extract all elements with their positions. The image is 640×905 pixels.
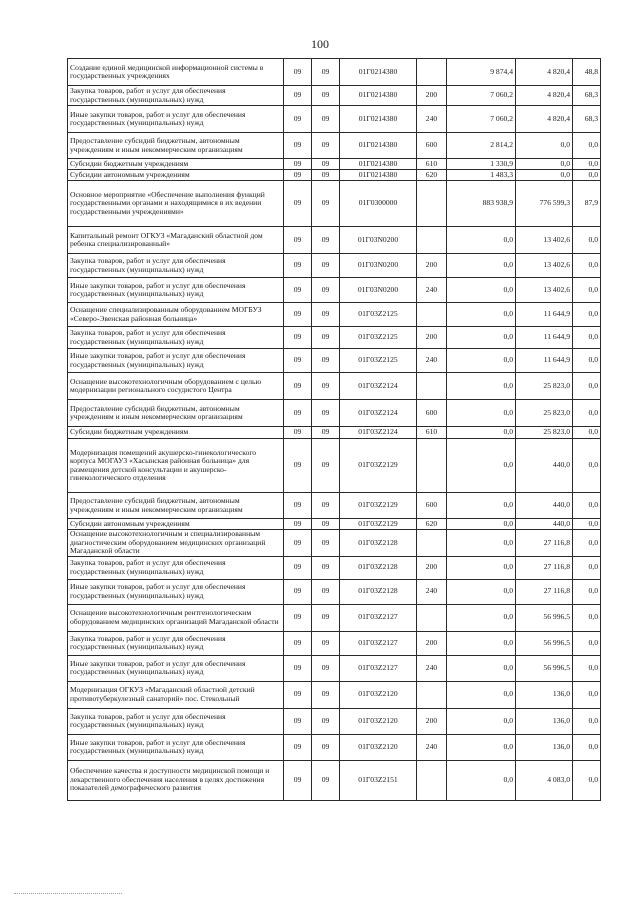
row-subsection-code: 09: [312, 708, 340, 734]
row-name: Закупка товаров, работ и услуг для обеспечения государственных (муниципальных) нужд: [68, 556, 284, 579]
row-target-article: 01Г0214380: [340, 159, 417, 170]
row-subsection-code: 09: [312, 106, 340, 133]
row-plan-amount: 0,0: [447, 631, 516, 655]
row-plan-amount: 0,0: [447, 278, 516, 303]
row-subsection-code: 09: [312, 227, 340, 254]
row-ministry-code: 09: [284, 493, 312, 519]
table-row: [68, 631, 601, 655]
row-plan-amount: 0,0: [447, 579, 516, 604]
table-row: [68, 734, 601, 760]
row-expense-type: [417, 227, 447, 254]
row-fact-amount: 27 116,8: [516, 556, 573, 579]
table-row: [68, 427, 601, 439]
row-target-article: 01Г0214380: [340, 106, 417, 133]
row-expense-type: 200: [417, 327, 447, 349]
row-ministry-code: 09: [284, 556, 312, 579]
row-name: Иные закупки товаров, работ и услуг для обеспечения государственных (муниципальных) нужд: [68, 734, 284, 760]
row-target-article: 01Г03Z2127: [340, 604, 417, 631]
table-body: [68, 59, 601, 801]
row-target-article: 01Г03Z2127: [340, 631, 417, 655]
row-percent: 0,0: [573, 579, 601, 604]
row-name: Обеспечение качества и доступности медицинской помощи и лекарственного обеспечения населения в целях достижения показателей демографического развития: [68, 760, 284, 800]
row-expense-type: 240: [417, 106, 447, 133]
row-name: Иные закупки товаров, работ и услуг для обеспечения государственных (муниципальных) нужд: [68, 278, 284, 303]
row-target-article: 01Г03N0200: [340, 227, 417, 254]
row-subsection-code: 09: [312, 86, 340, 106]
row-expense-type: 200: [417, 254, 447, 278]
row-fact-amount: 776 599,3: [516, 181, 573, 227]
row-plan-amount: 1 330,9: [447, 159, 516, 170]
row-fact-amount: 56 996,5: [516, 631, 573, 655]
page-number: 100: [311, 37, 329, 51]
row-percent: 0,0: [573, 631, 601, 655]
row-percent: 0,0: [573, 159, 601, 170]
row-plan-amount: 0,0: [447, 760, 516, 800]
row-subsection-code: 09: [312, 604, 340, 631]
row-subsection-code: 09: [312, 427, 340, 439]
row-percent: 48,8: [573, 59, 601, 86]
table-row: [68, 373, 601, 400]
row-subsection-code: 09: [312, 133, 340, 159]
row-name: Основное мероприятие «Обеспечение выполнения функций государственными органами и находящимися в их ведении государственными учреждениями»: [68, 181, 284, 227]
row-ministry-code: 09: [284, 579, 312, 604]
row-subsection-code: 09: [312, 254, 340, 278]
row-ministry-code: 09: [284, 760, 312, 800]
row-plan-amount: 0,0: [447, 530, 516, 557]
row-name: Предоставление субсидий бюджетным, автономным учреждениям и иным некоммерческим организациям: [68, 493, 284, 519]
row-name: Закупка товаров, работ и услуг для обеспечения государственных (муниципальных) нужд: [68, 708, 284, 734]
row-subsection-code: 09: [312, 349, 340, 373]
row-percent: 0,0: [573, 133, 601, 159]
row-target-article: 01Г03Z2151: [340, 760, 417, 800]
row-target-article: 01Г03Z2125: [340, 327, 417, 349]
row-subsection-code: 09: [312, 556, 340, 579]
row-ministry-code: 09: [284, 734, 312, 760]
row-fact-amount: 440,0: [516, 439, 573, 493]
row-name: Иные закупки товаров, работ и услуг для обеспечения государственных (муниципальных) нужд: [68, 655, 284, 681]
row-target-article: 01Г03Z2129: [340, 519, 417, 530]
row-expense-type: 240: [417, 349, 447, 373]
row-name: Закупка товаров, работ и услуг для обеспечения государственных (муниципальных) нужд: [68, 327, 284, 349]
row-plan-amount: 2 814,2: [447, 133, 516, 159]
row-target-article: 01Г03N0200: [340, 254, 417, 278]
table-row: [68, 519, 601, 530]
row-fact-amount: 25 823,0: [516, 427, 573, 439]
budget-table: [67, 58, 601, 801]
row-subsection-code: 09: [312, 278, 340, 303]
row-ministry-code: 09: [284, 439, 312, 493]
row-fact-amount: 440,0: [516, 519, 573, 530]
row-percent: 0,0: [573, 400, 601, 427]
table-row: [68, 579, 601, 604]
row-plan-amount: 0,0: [447, 708, 516, 734]
row-plan-amount: 0,0: [447, 439, 516, 493]
row-ministry-code: 09: [284, 133, 312, 159]
row-ministry-code: 09: [284, 278, 312, 303]
row-name: Предоставление субсидий бюджетным, автономным учреждениям и иным некоммерческим организациям: [68, 400, 284, 427]
row-plan-amount: 7 060,2: [447, 86, 516, 106]
table-row: [68, 170, 601, 181]
row-target-article: 01Г03Z2120: [340, 708, 417, 734]
row-plan-amount: 0,0: [447, 556, 516, 579]
row-ministry-code: 09: [284, 227, 312, 254]
table-row: [68, 708, 601, 734]
row-plan-amount: 0,0: [447, 655, 516, 681]
row-percent: 0,0: [573, 349, 601, 373]
row-expense-type: 600: [417, 400, 447, 427]
row-plan-amount: 0,0: [447, 227, 516, 254]
row-fact-amount: 13 402,6: [516, 227, 573, 254]
row-fact-amount: 13 402,6: [516, 254, 573, 278]
row-percent: 0,0: [573, 708, 601, 734]
row-name: Капитальный ремонт ОГКУЗ «Магаданский областной дом ребенка специализированный»: [68, 227, 284, 254]
row-expense-type: [417, 59, 447, 86]
row-expense-type: [417, 530, 447, 557]
row-plan-amount: 883 938,9: [447, 181, 516, 227]
row-target-article: 01Г0214380: [340, 86, 417, 106]
row-percent: 0,0: [573, 681, 601, 708]
row-target-article: 01Г03Z2128: [340, 579, 417, 604]
row-percent: 0,0: [573, 556, 601, 579]
row-expense-type: 620: [417, 170, 447, 181]
row-fact-amount: 56 996,5: [516, 655, 573, 681]
row-fact-amount: 136,0: [516, 708, 573, 734]
footer-mark: [14, 893, 122, 894]
row-fact-amount: 25 823,0: [516, 373, 573, 400]
row-name: Иные закупки товаров, работ и услуг для обеспечения государственных (муниципальных) нужд: [68, 349, 284, 373]
row-subsection-code: 09: [312, 170, 340, 181]
row-expense-type: [417, 373, 447, 400]
row-expense-type: 200: [417, 631, 447, 655]
row-target-article: 01Г03Z2129: [340, 493, 417, 519]
row-plan-amount: 0,0: [447, 373, 516, 400]
row-expense-type: [417, 181, 447, 227]
row-percent: 87,9: [573, 181, 601, 227]
row-subsection-code: 09: [312, 631, 340, 655]
row-subsection-code: 09: [312, 655, 340, 681]
row-fact-amount: 27 116,8: [516, 530, 573, 557]
row-target-article: 01Г0214380: [340, 170, 417, 181]
row-target-article: 01Г0214380: [340, 133, 417, 159]
row-ministry-code: 09: [284, 349, 312, 373]
row-percent: 0,0: [573, 760, 601, 800]
row-plan-amount: 0,0: [447, 734, 516, 760]
row-ministry-code: 09: [284, 327, 312, 349]
row-fact-amount: 0,0: [516, 170, 573, 181]
row-subsection-code: 09: [312, 530, 340, 557]
row-fact-amount: 25 823,0: [516, 400, 573, 427]
row-percent: 0,0: [573, 734, 601, 760]
row-fact-amount: 4 083,0: [516, 760, 573, 800]
table-row: [68, 493, 601, 519]
table-row: [68, 439, 601, 493]
row-percent: 68,3: [573, 106, 601, 133]
row-subsection-code: 09: [312, 159, 340, 170]
row-plan-amount: 1 483,3: [447, 170, 516, 181]
row-name: Оснащение высокотехнологичным и специализированным диагностическим оборудованием медицинских организаций Магаданской области: [68, 530, 284, 557]
row-ministry-code: 09: [284, 655, 312, 681]
row-percent: 0,0: [573, 170, 601, 181]
row-fact-amount: 56 996,5: [516, 604, 573, 631]
row-percent: 0,0: [573, 373, 601, 400]
row-expense-type: 200: [417, 86, 447, 106]
row-ministry-code: 09: [284, 631, 312, 655]
row-fact-amount: 4 820,4: [516, 59, 573, 86]
row-subsection-code: 09: [312, 760, 340, 800]
table-row: [68, 86, 601, 106]
row-expense-type: 200: [417, 708, 447, 734]
row-percent: 0,0: [573, 604, 601, 631]
row-ministry-code: 09: [284, 530, 312, 557]
row-name: Закупка товаров, работ и услуг для обеспечения государственных (муниципальных) нужд: [68, 86, 284, 106]
row-name: Субсидии бюджетным учреждениям: [68, 159, 284, 170]
row-fact-amount: 440,0: [516, 493, 573, 519]
row-fact-amount: 4 820,4: [516, 86, 573, 106]
row-percent: 0,0: [573, 427, 601, 439]
table-row: [68, 400, 601, 427]
row-percent: 68,3: [573, 86, 601, 106]
row-target-article: 01Г03Z2124: [340, 373, 417, 400]
row-plan-amount: 0,0: [447, 604, 516, 631]
row-target-article: 01Г03Z2128: [340, 556, 417, 579]
row-target-article: 01Г0300000: [340, 181, 417, 227]
row-expense-type: [417, 681, 447, 708]
row-percent: 0,0: [573, 655, 601, 681]
row-name: Предоставление субсидий бюджетным, автономным учреждениям и иным некоммерческим организациям: [68, 133, 284, 159]
table-row: [68, 681, 601, 708]
row-expense-type: [417, 439, 447, 493]
row-name: Оснащение высокотехнологичным рентгенологическим оборудованием медицинских организаций Магаданской области: [68, 604, 284, 631]
row-subsection-code: 09: [312, 181, 340, 227]
row-ministry-code: 09: [284, 106, 312, 133]
table-row: [68, 278, 601, 303]
row-subsection-code: 09: [312, 373, 340, 400]
row-subsection-code: 09: [312, 439, 340, 493]
row-expense-type: 240: [417, 278, 447, 303]
row-ministry-code: 09: [284, 519, 312, 530]
row-fact-amount: 0,0: [516, 159, 573, 170]
row-fact-amount: 0,0: [516, 133, 573, 159]
row-percent: 0,0: [573, 254, 601, 278]
row-ministry-code: 09: [284, 303, 312, 327]
row-ministry-code: 09: [284, 400, 312, 427]
row-name: Субсидии автономным учреждениям: [68, 170, 284, 181]
row-subsection-code: 09: [312, 734, 340, 760]
row-fact-amount: 27 116,8: [516, 579, 573, 604]
row-plan-amount: 7 060,2: [447, 106, 516, 133]
row-ministry-code: 09: [284, 181, 312, 227]
table-row: [68, 327, 601, 349]
row-ministry-code: 09: [284, 604, 312, 631]
row-plan-amount: 0,0: [447, 400, 516, 427]
row-name: Закупка товаров, работ и услуг для обеспечения государственных (муниципальных) нужд: [68, 254, 284, 278]
row-expense-type: 240: [417, 579, 447, 604]
row-expense-type: 610: [417, 427, 447, 439]
table-row: [68, 227, 601, 254]
row-fact-amount: 4 820,4: [516, 106, 573, 133]
row-target-article: 01Г03Z2124: [340, 400, 417, 427]
row-expense-type: 600: [417, 133, 447, 159]
table-row: [68, 133, 601, 159]
row-expense-type: [417, 760, 447, 800]
table-row: [68, 655, 601, 681]
row-fact-amount: 13 402,6: [516, 278, 573, 303]
row-percent: 0,0: [573, 303, 601, 327]
table-row: [68, 604, 601, 631]
row-fact-amount: 136,0: [516, 734, 573, 760]
row-ministry-code: 09: [284, 708, 312, 734]
row-ministry-code: 09: [284, 159, 312, 170]
row-target-article: 01Г03Z2128: [340, 530, 417, 557]
row-subsection-code: 09: [312, 493, 340, 519]
row-ministry-code: 09: [284, 86, 312, 106]
row-percent: 0,0: [573, 439, 601, 493]
row-expense-type: [417, 604, 447, 631]
row-target-article: 01Г03Z2125: [340, 349, 417, 373]
row-subsection-code: 09: [312, 303, 340, 327]
row-expense-type: 200: [417, 556, 447, 579]
row-name: Создание единой медицинской информационной системы в государственных учреждениях: [68, 59, 284, 86]
row-ministry-code: 09: [284, 373, 312, 400]
row-name: Оснащение специализированным оборудованием МОГБУЗ «Северо-Эвенская районная больница»: [68, 303, 284, 327]
row-percent: 0,0: [573, 327, 601, 349]
table-row: [68, 106, 601, 133]
row-plan-amount: 0,0: [447, 681, 516, 708]
table-row: [68, 530, 601, 557]
table-row: [68, 59, 601, 86]
row-plan-amount: 0,0: [447, 519, 516, 530]
row-name: Оснащение высокотехнологичным оборудованием с целью модернизации регионального сосудистого Центра: [68, 373, 284, 400]
row-target-article: 01Г03N0200: [340, 278, 417, 303]
row-percent: 0,0: [573, 519, 601, 530]
row-name: Субсидии автономным учреждениям: [68, 519, 284, 530]
table-row: [68, 254, 601, 278]
row-percent: 0,0: [573, 227, 601, 254]
row-ministry-code: 09: [284, 59, 312, 86]
row-name: Закупка товаров, работ и услуг для обеспечения государственных (муниципальных) нужд: [68, 631, 284, 655]
row-target-article: 01Г03Z2125: [340, 303, 417, 327]
row-expense-type: 620: [417, 519, 447, 530]
row-expense-type: 600: [417, 493, 447, 519]
row-fact-amount: 11 644,9: [516, 303, 573, 327]
row-ministry-code: 09: [284, 170, 312, 181]
table-row: [68, 760, 601, 800]
row-target-article: 01Г03Z2129: [340, 439, 417, 493]
row-subsection-code: 09: [312, 579, 340, 604]
row-target-article: 01Г03Z2120: [340, 734, 417, 760]
row-percent: 0,0: [573, 278, 601, 303]
row-expense-type: [417, 303, 447, 327]
row-plan-amount: 0,0: [447, 303, 516, 327]
row-target-article: 01Г03Z2120: [340, 681, 417, 708]
row-plan-amount: 9 874,4: [447, 59, 516, 86]
table-row: [68, 349, 601, 373]
row-name: Иные закупки товаров, работ и услуг для обеспечения государственных (муниципальных) нужд: [68, 579, 284, 604]
row-ministry-code: 09: [284, 681, 312, 708]
row-fact-amount: 11 644,9: [516, 327, 573, 349]
row-fact-amount: 136,0: [516, 681, 573, 708]
row-expense-type: 240: [417, 655, 447, 681]
table-row: [68, 556, 601, 579]
row-subsection-code: 09: [312, 59, 340, 86]
row-expense-type: 610: [417, 159, 447, 170]
table-row: [68, 159, 601, 170]
table-row: [68, 181, 601, 227]
row-name: Иные закупки товаров, работ и услуг для обеспечения государственных (муниципальных) нужд: [68, 106, 284, 133]
row-name: Модернизация ОГКУЗ «Магаданский областной детский противотуберкулезный санаторий» пос. Стекольный: [68, 681, 284, 708]
table-row: [68, 303, 601, 327]
row-subsection-code: 09: [312, 327, 340, 349]
row-plan-amount: 0,0: [447, 427, 516, 439]
row-target-article: 01Г03Z2124: [340, 427, 417, 439]
row-plan-amount: 0,0: [447, 493, 516, 519]
row-subsection-code: 09: [312, 519, 340, 530]
row-percent: 0,0: [573, 493, 601, 519]
row-subsection-code: 09: [312, 681, 340, 708]
row-target-article: 01Г0214380: [340, 59, 417, 86]
row-ministry-code: 09: [284, 427, 312, 439]
row-expense-type: 240: [417, 734, 447, 760]
row-subsection-code: 09: [312, 400, 340, 427]
row-plan-amount: 0,0: [447, 254, 516, 278]
row-percent: 0,0: [573, 530, 601, 557]
row-ministry-code: 09: [284, 254, 312, 278]
row-fact-amount: 11 644,9: [516, 349, 573, 373]
row-plan-amount: 0,0: [447, 327, 516, 349]
row-target-article: 01Г03Z2127: [340, 655, 417, 681]
row-name: Субсидии бюджетным учреждениям: [68, 427, 284, 439]
row-plan-amount: 0,0: [447, 349, 516, 373]
row-name: Модернизация помещений акушерско-гинекологического корпуса МОГАУЗ «Хасынская районная больница» для размещения детской консультации и акушерско-гинекологического отделения: [68, 439, 284, 493]
